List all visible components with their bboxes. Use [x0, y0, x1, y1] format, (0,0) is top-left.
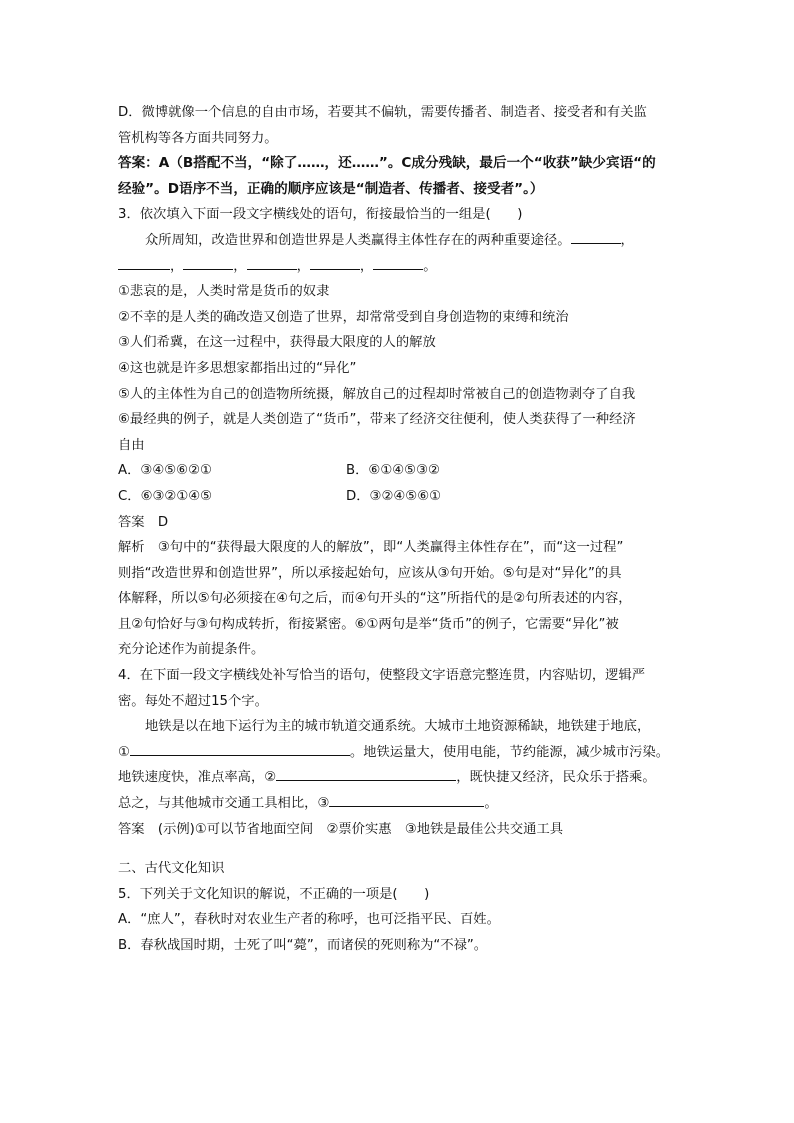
q4-passage-line3: 地铁速度快，准点率高，② ，既快捷又经济，民众乐于搭乘。 — [118, 765, 678, 791]
q3-sentence-4: ④这也就是许多思想家都指出过的“异化” — [118, 360, 357, 376]
explanation-q3-line1: 解析 ③句中的“获得最大限度的人的解放”，即“人类赢得主体性存在”，而“这一过程” — [118, 540, 624, 556]
q3-sentence-1: ①悲哀的是，人类时常是货币的奴隶 — [118, 284, 330, 300]
option-d-line1: D．微博就像一个信息的自由市场，若要其不偏轨，需要传播者、制造者、接受者和有关监 — [118, 105, 647, 120]
q5-choice-b: B．春秋战国时期，士死了叫“薨”，而诸侯的死则称为“不禄”。 — [118, 938, 488, 953]
q3-sentence-5: ⑤人的主体性为自己的创造物所统摄，解放自己的过程却时常被自己的创造物剥夺了自我 — [118, 386, 636, 402]
q5-choice-a: A．“庶人”，春秋时对农业生产者的称呼，也可泛指平民、百姓。 — [118, 912, 500, 928]
fill-blank — [130, 741, 350, 756]
fill-blank — [247, 255, 297, 270]
question-4-line2: 密。每处不超过15个字。 — [118, 693, 268, 709]
q4-passage-line4: 总之，与其他城市交通工具相比，③ 。 — [118, 791, 678, 817]
q3-passage-line1: 众所周知，改造世界和创造世界是人类赢得主体性存在的两种重要途径。 ， — [118, 228, 678, 254]
q3-choice-c: C．⑥③②①④⑤ — [118, 488, 213, 504]
q3-sentence-3: ③人们希冀，在这一过程中，获得最大限度的人的解放 — [118, 335, 436, 351]
explanation-q3-line2: 则指“改造世界和创造世界”，所以承接起始句，应该从③句开始。⑤句是对“异化”的具 — [118, 565, 622, 581]
fill-blank — [118, 255, 170, 270]
q3-passage-line2: ， ， ， ， 。 — [118, 254, 678, 280]
fill-blank — [329, 792, 484, 807]
explanation-q3-line4: 且②句恰好与③句构成转折，衔接紧密。⑥①两句是举“货币”的例子，它需要“异化”被 — [118, 616, 619, 632]
fill-blank — [373, 255, 423, 270]
q3-choice-b: B．⑥①④⑤③② — [346, 463, 440, 479]
fill-blank — [276, 766, 456, 781]
question-3: 3．依次填入下面一段文字横线处的语句，衔接最恰当的一组是( ) — [118, 207, 523, 223]
explanation-q3-line5: 充分论述作为前提条件。 — [118, 642, 265, 658]
q3-sentence-2: ②不幸的是人类的确改造又创造了世界，却常常受到自身创造物的束缚和统治 — [118, 309, 569, 325]
answer-q3: 答案 D — [118, 514, 169, 530]
option-d-line2: 管机构等各方面共同努力。 — [118, 130, 278, 146]
fill-blank — [571, 229, 621, 244]
q3-choice-a: A．③④⑤⑥②① — [118, 463, 212, 479]
fill-blank — [183, 255, 233, 270]
q3-sentence-6-line1: ⑥最经典的例子，就是人类创造了“货币”，带来了经济交往便利，使人类获得了一种经济 — [118, 412, 636, 428]
section-heading-ancient-culture: 二、古代文化知识 — [118, 861, 225, 877]
answer-q2-line1: 答案：A（B搭配不当，“除了……，还……”。C成分残缺，最后一个“收获”缺少宾语“的 — [118, 155, 656, 172]
question-5: 5．下列关于文化知识的解说，不正确的一项是( ) — [118, 886, 430, 902]
fill-blank — [310, 255, 360, 270]
q3-choice-d: D．③②④⑤⑥① — [346, 488, 442, 504]
document-body — [118, 100, 678, 959]
explanation-q3-line3: 体解释，所以⑤句必须接在④句之后，而④句开头的“这”所指代的是②句所表述的内容， — [118, 591, 632, 607]
answer-q2-line2: 经验”。D语序不当，正确的顺序应该是“制造者、传播者、接受者”。） — [118, 180, 544, 197]
question-4-line1: 4．在下面一段文字横线处补写恰当的语句，使整段文字语意完整连贯，内容贴切，逻辑严 — [118, 668, 646, 684]
q3-choices-row2 — [118, 484, 678, 510]
q4-passage-line1: 地铁是以在地下运行为主的城市轨道交通系统。大城市土地资源稀缺，地铁建于地底， — [145, 719, 651, 735]
q3-sentence-6-line2: 自由 — [118, 437, 145, 453]
q3-choices-row1 — [118, 458, 678, 484]
answer-q4: 答案 (示例)①可以节省地面空间 ②票价实惠 ③地铁是最佳公共交通工具 — [118, 821, 564, 837]
q4-passage-line2: ① 。地铁运量大，使用电能，节约能源，减少城市污染。 — [118, 740, 678, 766]
